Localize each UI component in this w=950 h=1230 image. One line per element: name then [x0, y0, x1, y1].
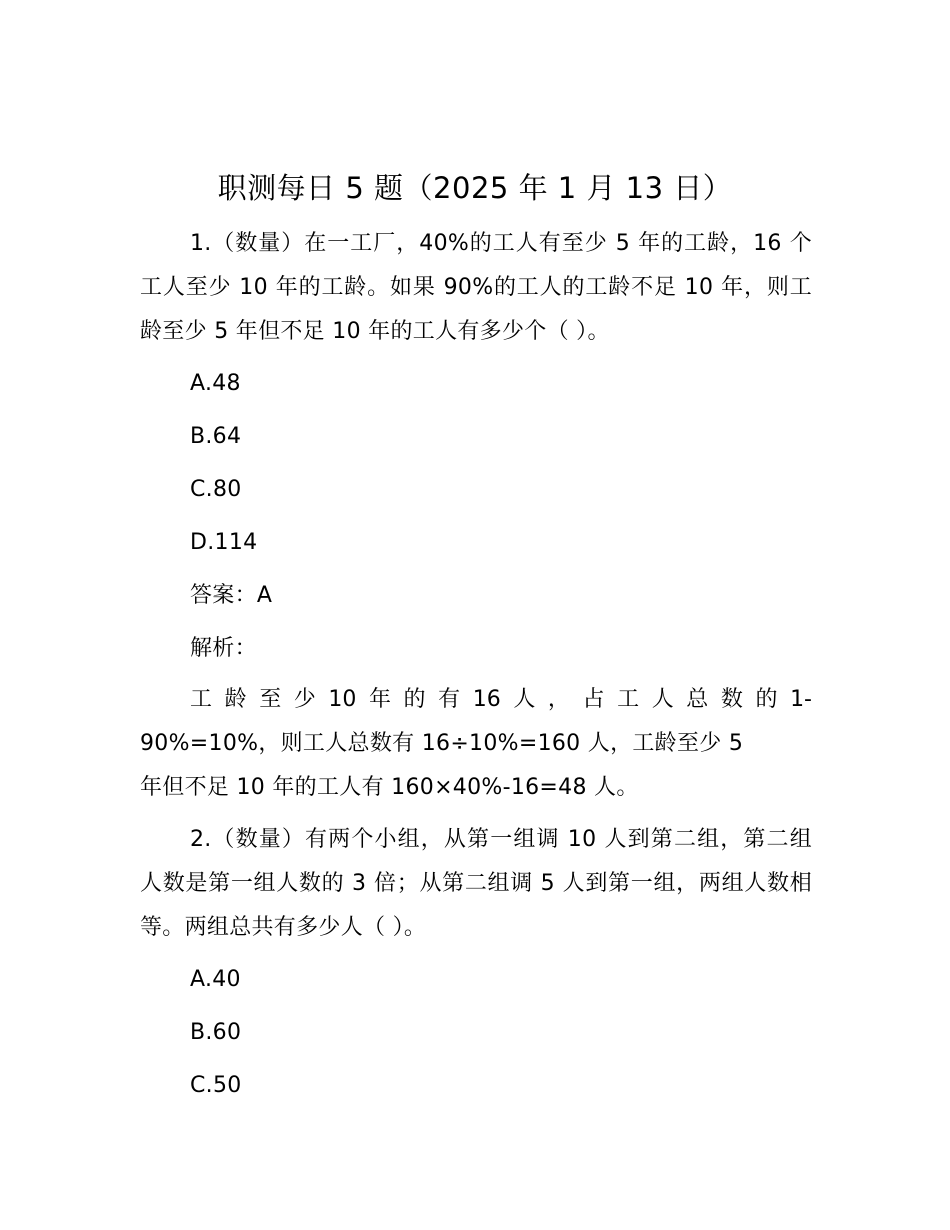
question-1-analysis-line-1: [190, 678, 812, 722]
analysis-token: 人: [513, 687, 536, 712]
analysis-token: 总: [686, 687, 709, 712]
page-title: 职测每日 5 题（2025 年 1 月 13 日）: [217, 171, 733, 205]
question-1-option-a: A.48: [190, 371, 241, 396]
analysis-token: 工: [617, 687, 640, 712]
question-1-option-d: D.114: [190, 530, 258, 555]
analysis-token: 少: [293, 687, 316, 712]
question-2-option-c: C.50: [190, 1073, 242, 1098]
question-2-stem: 2.（数量）有两个小组，从第一组调 10 人到第二组，第二组人数是第一组人数的 3 倍；从第二组调 5 人到第一组，两组人数相等。两组总共有多少人（ ）。: [140, 827, 812, 940]
analysis-token: 年: [368, 687, 391, 712]
analysis-token: 人: [651, 687, 674, 712]
analysis-token: 有: [438, 687, 461, 712]
analysis-token: ，: [547, 687, 570, 712]
question-1-analysis-line-3: 年但不足 10 年的工人有 160×40%-16=48 人。: [140, 775, 639, 800]
analysis-token: 10: [328, 687, 357, 712]
question-2-option-b: B.60: [190, 1020, 242, 1045]
question-2-option-a: A.40: [190, 967, 241, 992]
analysis-token: 的: [403, 687, 426, 712]
analysis-token: 龄: [224, 687, 247, 712]
analysis-token: 1-: [790, 687, 812, 712]
question-1-analysis-label: 解析：: [190, 636, 257, 661]
question-1-option-c: C.80: [190, 477, 242, 502]
analysis-token: 16: [472, 687, 501, 712]
question-1-option-b: B.64: [190, 424, 242, 449]
question-1-analysis-line-2: 90%=10%，则工人总数有 16÷10%=160 人，工龄至少 5: [140, 731, 744, 756]
analysis-token: 占: [582, 687, 605, 712]
analysis-token: 的: [755, 687, 778, 712]
analysis-token: 工: [190, 687, 213, 712]
analysis-token: 至: [259, 687, 282, 712]
question-1-answer: 答案：A: [190, 583, 273, 608]
question-1-stem: 1.（数量）在一工厂，40%的工人有至少 5 年的工龄，16 个工人至少 10 年的工龄。如果 90%的工人的工龄不足 10 年，则工龄至少 5 年但不足 10 年的工人有多少个（ ）。: [140, 231, 812, 344]
analysis-token: 数: [720, 687, 743, 712]
